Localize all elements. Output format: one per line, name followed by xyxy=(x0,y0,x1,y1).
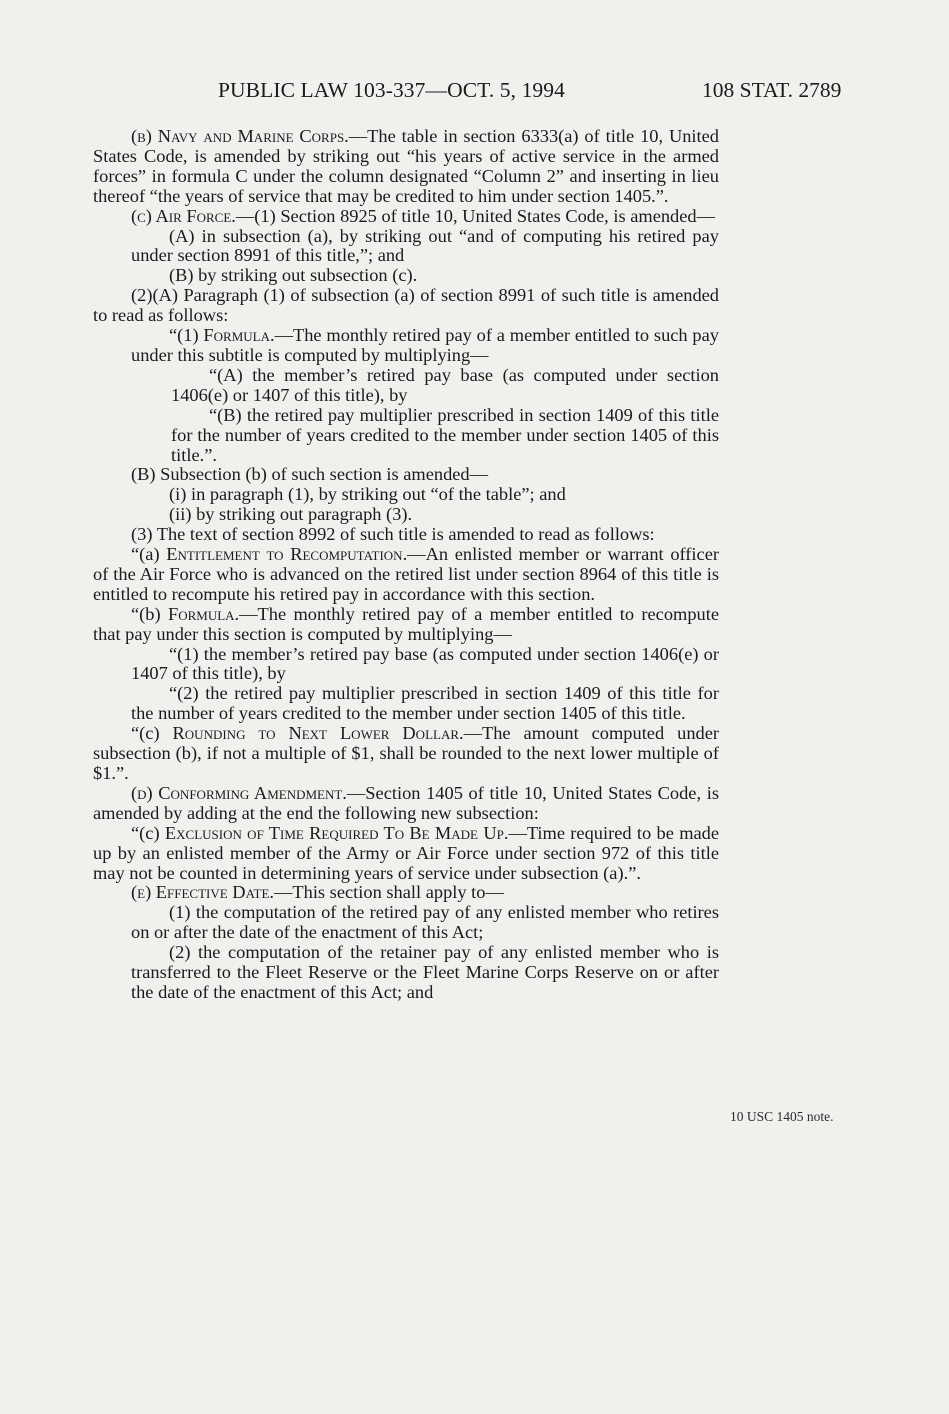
quoted-formula: “(1) Formula.—The monthly retired pay of a member entitled to such pay under this subtitle is computed by multiplying— xyxy=(131,325,719,365)
section-heading: Exclusion of Time Required To Be Made Up. xyxy=(164,822,509,843)
quoted-entitlement: “(a) Entitlement to Recomputation.—An enlisted member or warrant officer of the Air Force who is advanced on the retired list under section 8964 of this title is entitled to recompute his retired pay in accordance with this section. xyxy=(93,544,719,604)
statute-body xyxy=(93,127,719,1003)
clause-ii: (ii) by striking out paragraph (3). xyxy=(169,504,413,525)
section-heading: Rounding to Next Lower Dollar. xyxy=(172,723,464,744)
quoted-formula-b: “(b) Formula.—The monthly retired pay of a member entitled to recompute that pay under this section is computed by multiplying— xyxy=(93,603,719,644)
page-title: PUBLIC LAW 103-337—OCT. 5, 1994 xyxy=(218,78,565,102)
paragraph-navy-marine-corps: (b) Navy and Marine Corps.—The table in section 6333(a) of title 10, United States Code, is amended by striking out “his years of active service in the armed forces” in formula C under the column designated “Column 2” and inserting in lieu thereof “the years of service that may be credited to him under section 1405.”. xyxy=(93,126,719,206)
paragraph-2a: (2)(A) Paragraph (1) of subsection (a) of section 8991 of such title is amended to read as follows: xyxy=(93,285,719,326)
paragraph-effective-date: (e) Effective Date.—This section shall apply to— xyxy=(131,882,504,903)
section-heading: (b) Navy and Marine Corps. xyxy=(131,126,349,146)
quoted-exclusion: “(c) Exclusion of Time Required To Be Made Up.—Time required to be made up by an enlisted member of the Army or Air Force under section 972 of this title may not be counted in determining years of service under subsection (a).”. xyxy=(93,822,720,883)
paragraph-conforming-amendment: (d) Conforming Amendment.—Section 1405 of title 10, United States Code, is amended by adding at the end the following new subsection: xyxy=(93,782,719,823)
effective-clause-2: (2) the computation of the retainer pay of any enlisted member who is transferred to the Fleet Reserve or the Fleet Marine Corps Reserve on or after the date of the enactment of this Act; and xyxy=(131,942,719,1002)
section-heading: Formula. xyxy=(167,603,240,624)
effective-clause-1: (1) the computation of the retired pay of any enlisted member who retires on or after the date of the enactment of this Act; xyxy=(131,902,719,943)
margin-note: 10 USC 1405 note. xyxy=(730,1109,834,1124)
section-heading: Formula. xyxy=(203,325,275,346)
quoted-rounding: “(c) Rounding to Next Lower Dollar.—The amount computed under subsection (b), if not a multiple of $1, shall be rounded to the next lower multiple of $1.”. xyxy=(93,723,719,783)
page-header xyxy=(0,78,949,108)
quoted-clause-1: “(1) the member’s retired pay base (as computed under section 1406(e) or 1407 of this title), by xyxy=(131,643,719,684)
section-heading: (c) Air Force. xyxy=(131,205,236,226)
paragraph-2b: (B) Subsection (b) of such section is amended— xyxy=(131,464,489,485)
quoted-clause-b: “(B) the retired pay multiplier prescribed in section 1409 of this title for the number of years credited to the member under section 1405 of this title.”. xyxy=(171,404,719,465)
clause-b: (B) by striking out subsection (c). xyxy=(169,265,418,286)
section-heading: (e) Effective Date. xyxy=(131,882,274,903)
quoted-clause-2: “(2) the retired pay multiplier prescribed in section 1409 of this title for the number of years credited to the member under section 1405 of this title. xyxy=(131,683,719,724)
clause-a: (A) in subsection (a), by striking out “and of computing his retired pay under section 8991 of this title,”; and xyxy=(131,225,719,266)
paragraph-3: (3) The text of section 8992 of such title is amended to read as follows: xyxy=(131,524,655,545)
section-heading: (d) Conforming Amendment. xyxy=(131,782,347,803)
clause-i: (i) in paragraph (1), by striking out “of the table”; and xyxy=(169,484,566,505)
section-heading: Entitlement to Recomputation. xyxy=(166,544,408,565)
stat-citation: 108 STAT. 2789 xyxy=(702,78,842,102)
paragraph-air-force: (c) Air Force.—(1) Section 8925 of title 10, United States Code, is amended— xyxy=(131,205,715,226)
quoted-clause-a: “(A) the member’s retired pay base (as computed under section 1406(e) or 1407 of this title), by xyxy=(171,364,719,405)
